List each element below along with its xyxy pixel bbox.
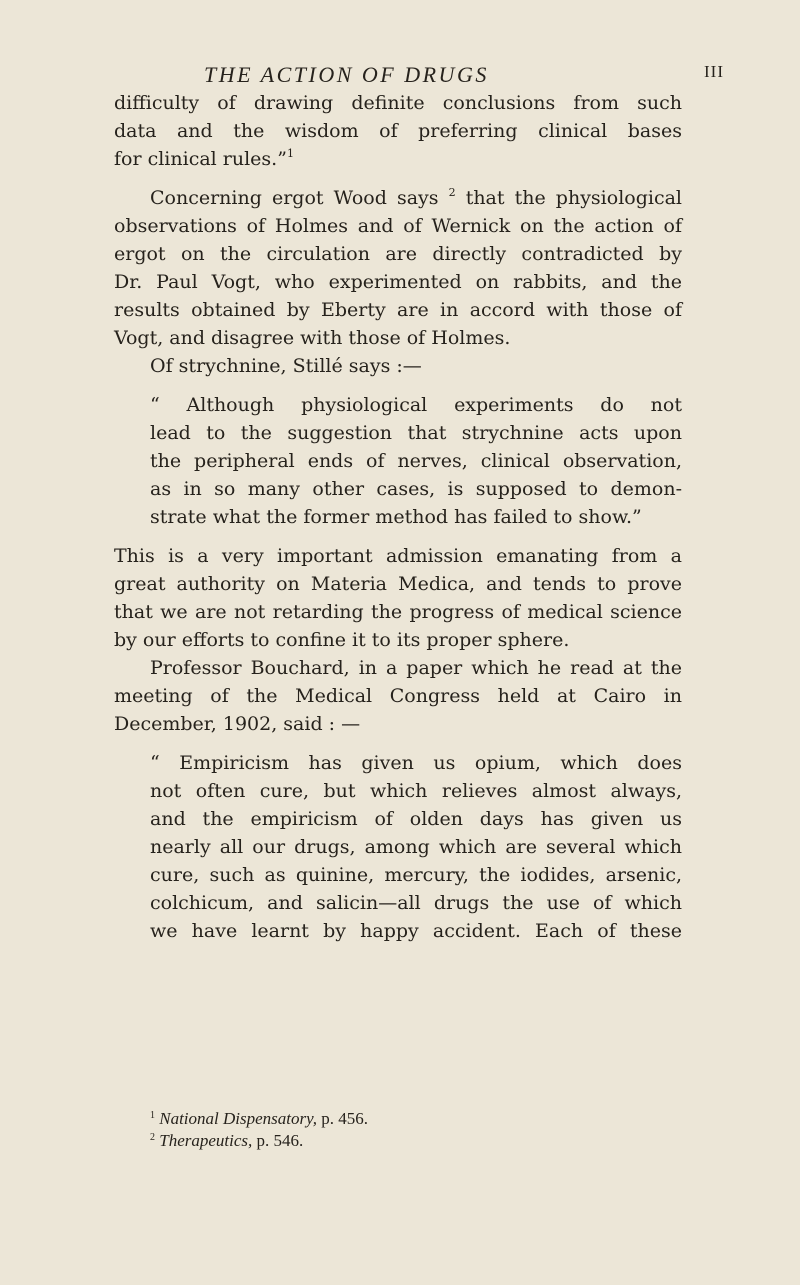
quote-line: and the empiricism of olden days has given us bbox=[150, 808, 682, 830]
text-line bbox=[150, 184, 682, 212]
text-line: by our efforts to confine it to its proper sphere. bbox=[114, 629, 570, 651]
footnote-marker: 1 bbox=[150, 1110, 155, 1121]
footnote-ref: 1 bbox=[286, 147, 294, 160]
quote-line: colchicum, and salicin—all drugs the use of which bbox=[150, 892, 682, 914]
text-line: This is a very important admission emanating from a bbox=[114, 545, 682, 567]
quote-line: “ Although physiological experiments do not bbox=[150, 394, 682, 416]
text-line: Of strychnine, Stillé says :— bbox=[150, 355, 422, 377]
text-line: difficulty of drawing definite conclusions from such bbox=[114, 92, 682, 114]
quote-line: as in so many other cases, is supposed to demon- bbox=[150, 478, 682, 500]
footnote-ref: 2 bbox=[448, 186, 456, 199]
running-title: THE ACTION OF DRUGS bbox=[204, 62, 489, 87]
text-line: data and the wisdom of preferring clinical bases bbox=[114, 120, 682, 142]
text-line: December, 1902, said : — bbox=[114, 713, 361, 735]
footnote bbox=[150, 1108, 368, 1132]
footnote-title: National Dispensatory, bbox=[159, 1109, 317, 1128]
text-line: ergot on the circulation are directly contradicted by bbox=[114, 243, 682, 265]
page-header bbox=[0, 62, 800, 92]
quote-line: not often cure, but which relieves almost always, bbox=[150, 780, 682, 802]
quote-line: nearly all our drugs, among which are several which bbox=[150, 836, 682, 858]
text-line: great authority on Materia Medica, and tends to prove bbox=[114, 573, 682, 595]
footnote bbox=[150, 1130, 303, 1154]
quote-line: “ Empiricism has given us opium, which does bbox=[150, 752, 682, 774]
text-line bbox=[114, 145, 294, 173]
footnote-page: p. 546. bbox=[256, 1131, 304, 1150]
text-line: results obtained by Eberty are in accord with those of bbox=[114, 299, 682, 321]
text-line: meeting of the Medical Congress held at Cairo in bbox=[114, 685, 682, 707]
text-line: that we are not retarding the progress of medical science bbox=[114, 601, 682, 623]
text-line: observations of Holmes and of Wernick on the action of bbox=[114, 215, 682, 237]
footnote-marker: 2 bbox=[150, 1132, 155, 1143]
text-line-content: for clinical rules.” bbox=[114, 148, 287, 170]
text-line-content: Concerning ergot Wood says bbox=[150, 187, 439, 209]
footnote-title: Therapeutics, bbox=[159, 1131, 253, 1150]
text-line: Professor Bouchard, in a paper which he read at the bbox=[150, 657, 682, 679]
quote-line: strate what the former method has failed to show.” bbox=[150, 506, 642, 528]
quote-line: we have learnt by happy accident. Each of these bbox=[150, 920, 682, 942]
text-line-content: that the physiological bbox=[465, 187, 682, 209]
quote-line: cure, such as quinine, mercury, the iodides, arsenic, bbox=[150, 864, 682, 886]
footnote-page: p. 456. bbox=[321, 1109, 368, 1128]
quote-line: lead to the suggestion that strychnine acts upon bbox=[150, 422, 682, 444]
page-number: III bbox=[704, 62, 724, 81]
text-line: Dr. Paul Vogt, who experimented on rabbits, and the bbox=[114, 271, 682, 293]
quote-line: the peripheral ends of nerves, clinical observation, bbox=[150, 450, 682, 472]
text-line: Vogt, and disagree with those of Holmes. bbox=[114, 327, 511, 349]
